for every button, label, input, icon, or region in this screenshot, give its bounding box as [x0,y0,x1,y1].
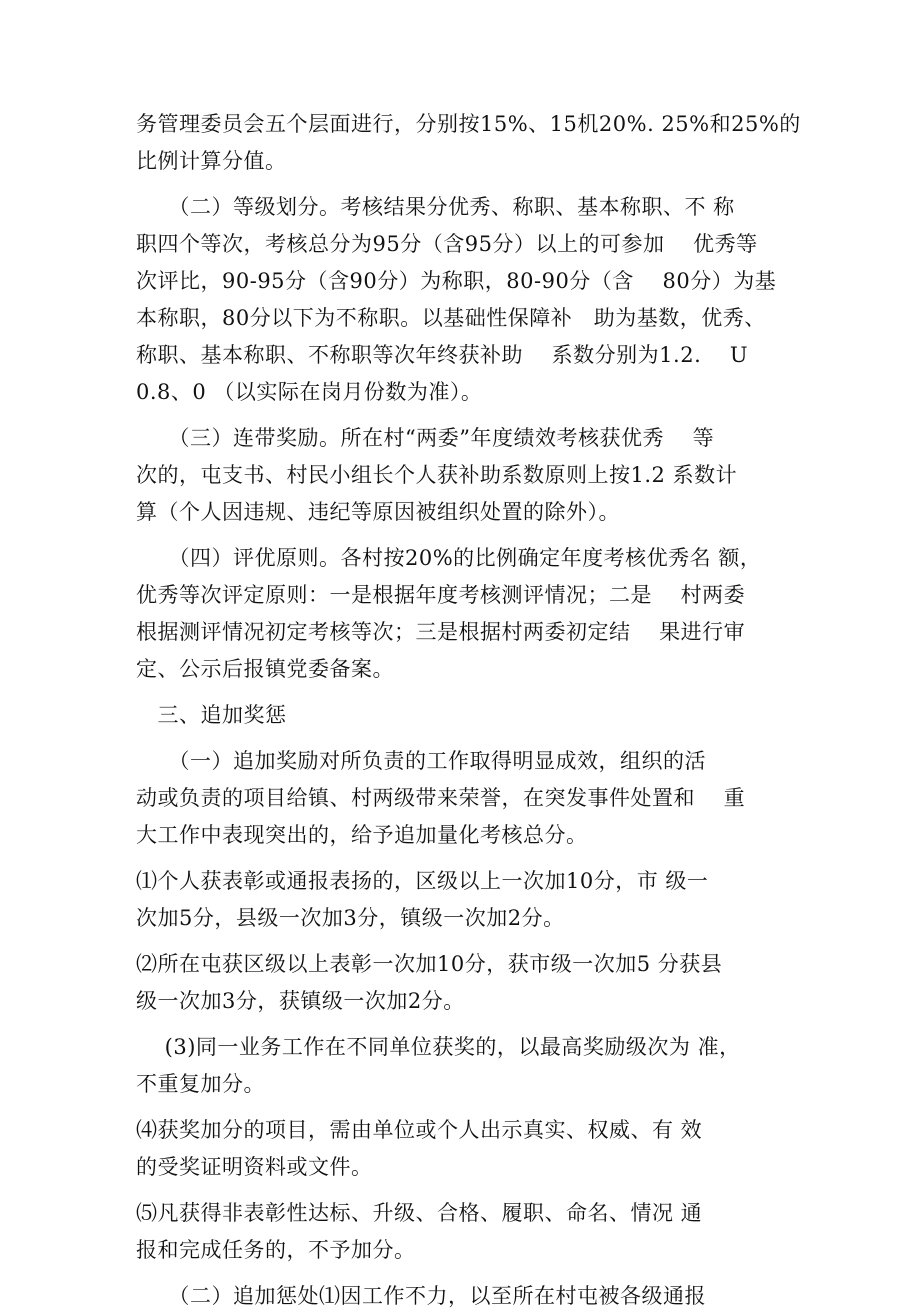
paragraph-gap [136,1020,796,1029]
text-line: 称职、基本称职、不称职等次年终获补助 系数分别为1.2. U [136,343,749,367]
text-line: 次评比，90-95分（含90分）为称职，80-90分（含 80分）为基 [136,269,777,293]
paragraph-gap [136,531,796,540]
text-line: ⑵所在屯获区级以上表彰一次加10分，获市级一次加5 分获县 [136,952,723,976]
text-line: ⑸凡获得非表彰性达标、升级、合格、履职、命名、情况 通 [136,1201,703,1225]
text-line: 三、追加奖惩 [136,703,287,727]
paragraph-gap [136,180,796,189]
text-line: 次加5分，县级一次加3分，镇级一次加2分。 [136,906,565,930]
text-line: 优秀等次评定原则：一是根据年度考核测评情况；二是 村两委 [136,583,746,607]
text-line: 职四个等次，考核总分为95分（含95分）以上的可参加 优秀等 [136,232,758,256]
text-line: （一）追加奖励对所负责的工作取得明显成效，组织的活 [136,749,706,773]
text-line: （二）等级划分。考核结果分优秀、称职、基本称职、不 称 [136,195,735,219]
text-line: ⑷获奖加分的项目，需由单位或个人出示真实、权威、有 效 [136,1118,703,1142]
text-line: 的受奖证明资料或文件。 [136,1155,373,1179]
paragraph-gap [136,688,796,697]
text-line: 比例计算分值。 [136,149,287,173]
text-line: 不重复加分。 [136,1072,265,1096]
text-line: 务管理委员会五个层面进行，分别按15%、15机20%. 25%和25%的 [136,112,801,136]
paragraph-gap [136,1269,796,1278]
paragraph-gap [136,1103,796,1112]
text-line: 根据测评情况初定考核等次；三是根据村两委初定结 果进行审 [136,620,746,644]
document-body [136,106,801,1315]
text-line: （二）追加惩处⑴因工作不力，以至所在村屯被各级通报 [136,1284,706,1308]
text-line: ⑴个人获表彰或通报表扬的，区级以上一次加10分，市 级一 [136,869,709,893]
text-line: 定、公示后报镇党委备案。 [136,657,394,681]
text-line: 本称职，80分以下为不称职。以基础性保障补 助为基数，优秀、 [136,306,766,330]
text-line: 0.8、0 （以实际在岗月份数为准）。 [136,380,483,404]
paragraph-gap [136,734,796,743]
text-line: 动或负责的项目给镇、村两级带来荣誉，在突发事件处置和 重 [136,786,746,810]
text-line: 算（个人因违规、违纪等原因被组织处置的除外）。 [136,500,620,524]
paragraph-gap [136,1186,796,1195]
text-line: （四）评优原则。各村按20%的比例确定年度考核优秀名 额， [136,546,762,570]
text-line: 级一次加3分，获镇级一次加2分。 [136,989,465,1013]
paragraph-gap [136,854,796,863]
text-line: (3)同一业务工作在不同单位获奖的，以最高奖励级次为 准， [136,1035,741,1059]
text-line: （三）连带奖励。所在村“两委”年度绩效考核获优秀 等 [136,426,715,450]
text-line: 大工作中表现突出的，给予追加量化考核总分。 [136,823,588,847]
text-line: 次的，屯支书、村民小组长个人获补助系数原则上按1.2 系数计 [136,463,738,487]
text-line: 报和完成任务的，不予加分。 [136,1238,416,1262]
paragraph-gap [136,937,796,946]
paragraph-gap [136,411,796,420]
